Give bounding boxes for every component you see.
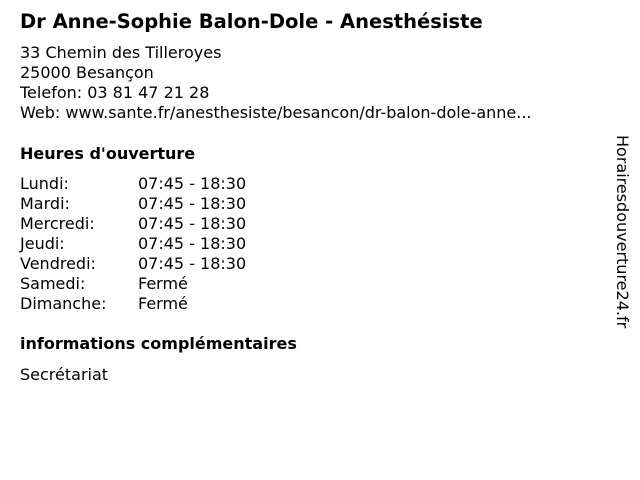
hours-time-value: 07:45 - 18:30 [138,234,247,253]
address-city: 25000 Besançon [20,63,154,82]
additional-info-text: Secrétariat [20,365,109,384]
hours-row-tuesday [20,194,246,214]
hours-day-label: Dimanche: [20,294,107,313]
hours-row-friday [20,254,246,274]
hours-row-sunday [20,294,246,314]
hours-time-value: Fermé [138,294,188,313]
page-title: Dr Anne-Sophie Balon-Dole - Anesthésiste [20,10,483,33]
hours-time-value: 07:45 - 18:30 [138,214,247,233]
hours-row-saturday [20,274,246,294]
hours-day-label: Samedi: [20,274,86,293]
hours-time-value: Fermé [138,274,188,293]
opening-hours-table [20,174,246,314]
hours-row-monday [20,174,246,194]
website-link[interactable]: Web: www.sante.fr/anesthesiste/besancon/dr-balon-dole-anne... [20,103,532,122]
hours-time-value: 07:45 - 18:30 [138,174,247,193]
additional-info-heading: informations complémentaires [20,334,297,353]
hours-row-wednesday [20,214,246,234]
contact-block [20,43,532,123]
address-street: 33 Chemin des Tilleroyes [20,43,222,62]
hours-time-value: 07:45 - 18:30 [138,194,247,213]
hours-row-thursday [20,234,246,254]
hours-time-value: 07:45 - 18:30 [138,254,247,273]
hours-day-label: Mercredi: [20,214,95,233]
site-brand-vertical: Horairesdouverture24.fr [613,135,632,329]
hours-day-label: Mardi: [20,194,70,213]
hours-day-label: Lundi: [20,174,69,193]
opening-hours-heading: Heures d'ouverture [20,144,196,163]
phone-number: Telefon: 03 81 47 21 28 [20,83,210,102]
hours-day-label: Vendredi: [20,254,96,273]
hours-day-label: Jeudi: [20,234,65,253]
